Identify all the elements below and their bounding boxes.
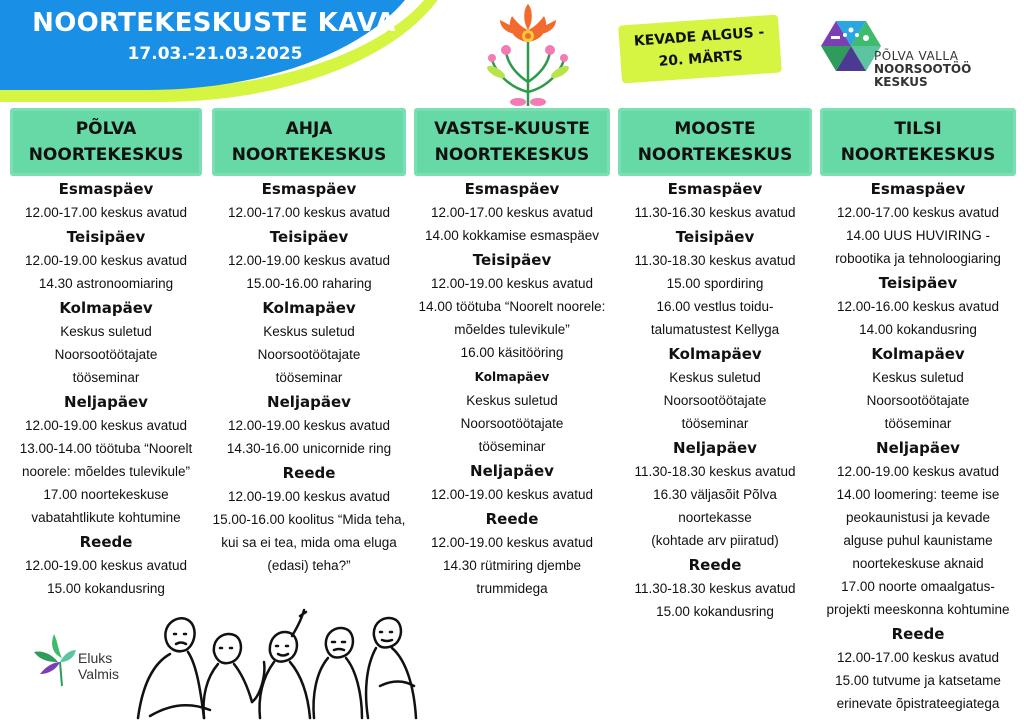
schedule-entry: 12.00-19.00 keskus avatud (227, 489, 391, 504)
schedule-entry: 12.00-19.00 keskus avatud (24, 253, 188, 268)
schedule-entry: 12.00-19.00 keskus avatud (227, 418, 391, 433)
column-ahja (212, 108, 406, 577)
schedule-entry: 11.30-16.30 keskus avatud (634, 205, 796, 220)
schedule-entry: 12.00-19.00 keskus avatud (227, 253, 391, 268)
center-name-line: VASTSE-KUUSTE (434, 119, 590, 139)
weekday-heading: Teisipäev (269, 228, 349, 246)
center-name-line: NOORTEKESKUS (840, 145, 996, 165)
center-name-line: PÕLVA (75, 119, 137, 139)
schedule-entry: peokaunistusi ja kevade (845, 510, 991, 525)
page-title: NOORTEKESKUSTE KAVA (32, 8, 396, 38)
weekday-heading: Esmaspäev (58, 180, 154, 198)
schedule-entry: Keskus suletud (60, 324, 152, 339)
schedule-entry: 12.00-19.00 keskus avatud (24, 418, 188, 433)
center-name-line: NOORTEKESKUS (28, 145, 184, 165)
banner-line-2: 20. MÄRTS (658, 48, 744, 70)
schedule-entry: 14.30-16.00 unicornide ring (226, 441, 392, 456)
schedule-entry: 12.00-17.00 keskus avatud (24, 205, 188, 220)
weekday-heading: Kolmapäev (262, 299, 356, 317)
schedule-entry: 12.00-19.00 keskus avatud (430, 276, 594, 291)
weekday-heading: Esmaspäev (464, 180, 560, 198)
weekday-heading: Teisipäev (878, 274, 958, 292)
center-name (434, 116, 590, 168)
center-name-header (820, 108, 1016, 176)
center-name-line: TILSI (894, 119, 942, 139)
schedule-entry: 12.00-19.00 keskus avatud (24, 558, 188, 573)
schedule-entry: 13.00-14.00 töötuba “Noorelt (19, 441, 193, 456)
column-polva (10, 108, 202, 600)
schedule-entry: 14.30 astronoomiaring (38, 276, 174, 291)
center-name (29, 116, 184, 168)
schedule-entry: mõeldes tulevikule” (454, 322, 570, 337)
weekday-heading: Teisipäev (66, 228, 146, 246)
flower-illustration (478, 2, 578, 108)
schedule-entry: noorele: mõeldes tulevikule” (21, 464, 191, 479)
weekday-heading: Teisipäev (472, 251, 552, 269)
schedule-list (414, 177, 610, 600)
schedule-entry: 17.00 noorte omaalgatus- (841, 579, 995, 594)
logo-line-3: KESKUS (874, 75, 928, 89)
banner-line-1: KEVADE ALGUS - (633, 24, 765, 50)
center-name-header (212, 108, 406, 176)
schedule-entry: 16.00 käsitööring (460, 345, 564, 360)
center-name-line: AHJA (285, 119, 333, 139)
schedule-entry: 12.00-19.00 keskus avatud (430, 487, 594, 502)
schedule-entry: 17.00 noortekeskuse (43, 487, 169, 502)
schedule-entry: 12.00-19.00 keskus avatud (430, 535, 594, 550)
eluks-valmis-wordmark (78, 650, 119, 682)
schedule-entry: 11.30-18.30 keskus avatud (634, 253, 796, 268)
schedule-entry: 14.00 töötuba “Noorelt noorele: (418, 299, 606, 314)
schedule-list (820, 177, 1016, 715)
spring-start-banner (618, 14, 782, 83)
schedule-entry: tööseminar (884, 416, 952, 431)
people-illustration (130, 606, 430, 724)
schedule-entry: 16.00 vestlus toidu- (656, 299, 774, 314)
weekday-heading: Teisipäev (675, 228, 755, 246)
column-vastse-kuuste (414, 108, 610, 600)
schedule-entry: 12.00-16.00 keskus avatud (836, 299, 1000, 314)
column-tilsi (820, 108, 1016, 715)
schedule-entry: 15.00 tutvume ja katsetame (835, 673, 1001, 688)
schedule-entry: noortekasse (678, 510, 752, 525)
weekday-heading: Reede (891, 625, 945, 643)
center-name (638, 116, 793, 168)
eluks-line-1: Eluks (78, 650, 113, 666)
weekday-heading: Reede (485, 510, 539, 528)
schedule-entry: vabatahtlikute kohtumine (31, 510, 181, 525)
center-name (232, 116, 387, 168)
center-name-header (618, 108, 812, 176)
schedule-entry: Keskus suletud (669, 370, 761, 385)
weekday-heading: Kolmapäev (871, 345, 965, 363)
schedule-entry: 14.00 loomering: teeme ise (836, 487, 1000, 502)
weekday-heading: Neljapäev (267, 393, 351, 411)
weekday-heading: Reede (79, 533, 133, 551)
schedule-entry: Noorsootöötajate (257, 347, 361, 362)
schedule-entry: 15.00-16.00 raharing (246, 276, 372, 291)
schedule-entry: Keskus suletud (263, 324, 355, 339)
weekday-heading: Kolmapäev (474, 370, 550, 384)
schedule-entry: Keskus suletud (466, 393, 558, 408)
schedule-entry: Keskus suletud (872, 370, 964, 385)
schedule-entry: tööseminar (478, 439, 546, 454)
schedule-entry: tööseminar (275, 370, 343, 385)
center-name (841, 116, 996, 168)
schedule-entry: (edasi) teha?” (267, 558, 351, 573)
center-name-line: NOORTEKESKUS (637, 145, 793, 165)
weekday-heading: Neljapäev (673, 439, 757, 457)
weekday-heading: Neljapäev (470, 462, 554, 480)
weekday-heading: Neljapäev (876, 439, 960, 457)
schedule-entry: kui sa ei tea, mida oma eluga (221, 535, 397, 550)
schedule-entry: 12.00-17.00 keskus avatud (836, 205, 1000, 220)
schedule-entry: 15.00 kokandusring (47, 581, 165, 596)
weekday-heading: Reede (282, 464, 336, 482)
schedule-entry: projekti meeskonna kohtumine (826, 602, 1010, 617)
schedule-entry: 11.30-18.30 keskus avatud (634, 464, 796, 479)
schedule-entry: 15.00 kokandusring (656, 604, 774, 619)
weekday-heading: Reede (688, 556, 742, 574)
schedule-entry: robootika ja tehnoloogiaring (835, 251, 1001, 266)
schedule-entry: 15.00 spordiring (666, 276, 764, 291)
schedule-entry: erinevate õpistrateegiatega (836, 696, 1000, 711)
schedule-entry: 12.00-17.00 keskus avatud (836, 650, 1000, 665)
schedule-entry: noortekeskuse aknaid (852, 556, 984, 571)
weekday-heading: Kolmapäev (59, 299, 153, 317)
weekday-heading: Neljapäev (64, 393, 148, 411)
schedule-entry: 12.00-17.00 keskus avatud (227, 205, 391, 220)
center-name-header (10, 108, 202, 176)
schedule-entry: 14.00 kokkamise esmaspäev (424, 228, 600, 243)
schedule-entry: (kohtade arv piiratud) (651, 533, 779, 548)
eluks-line-2: Valmis (78, 666, 119, 682)
logo-wordmark (874, 50, 984, 89)
weekday-heading: Esmaspäev (261, 180, 357, 198)
schedule-entry: tööseminar (72, 370, 140, 385)
column-mooste (618, 108, 812, 623)
schedule-entry: 14.00 UUS HUVIRING - (845, 228, 991, 243)
center-name-line: NOORTEKESKUS (434, 145, 590, 165)
logo-line-1: PÕLVA VALLA (874, 49, 959, 63)
center-name-line: MOOSTE (674, 119, 756, 139)
schedule-entry: Noorsootöötajate (663, 393, 767, 408)
schedule-entry: 16.30 väljasõit Põlva (653, 487, 777, 502)
weekday-heading: Kolmapäev (668, 345, 762, 363)
schedule-entry: Noorsootöötajate (54, 347, 158, 362)
schedule-entry: trummidega (476, 581, 548, 596)
schedule-entry: 12.00-19.00 keskus avatud (836, 464, 1000, 479)
schedule-list (618, 177, 812, 623)
schedule-entry: talumatustest Kellyga (650, 322, 780, 337)
schedule-entry: alguse puhul kaunistame (843, 533, 993, 548)
schedule-entry: Noorsootöötajate (866, 393, 970, 408)
schedule-list (10, 177, 202, 600)
schedule-entry: Noorsootöötajate (460, 416, 564, 431)
schedule-entry: 15.00-16.00 koolitus “Mida teha, (212, 512, 406, 527)
date-range: 17.03.-21.03.2025 (127, 44, 303, 64)
logo-line-2: NOORSOOTÖÖ (874, 62, 972, 76)
center-name-header (414, 108, 610, 176)
schedule-entry: 14.00 kokandusring (859, 322, 977, 337)
weekday-heading: Esmaspäev (667, 180, 763, 198)
schedule-list (212, 177, 406, 577)
schedule-entry: tööseminar (681, 416, 749, 431)
weekday-heading: Esmaspäev (870, 180, 966, 198)
schedule-entry: 11.30-18.30 keskus avatud (634, 581, 796, 596)
schedule-entry: 14.30 rütmiring djembe (442, 558, 582, 573)
center-name-line: NOORTEKESKUS (231, 145, 387, 165)
schedule-entry: 12.00-17.00 keskus avatud (430, 205, 594, 220)
